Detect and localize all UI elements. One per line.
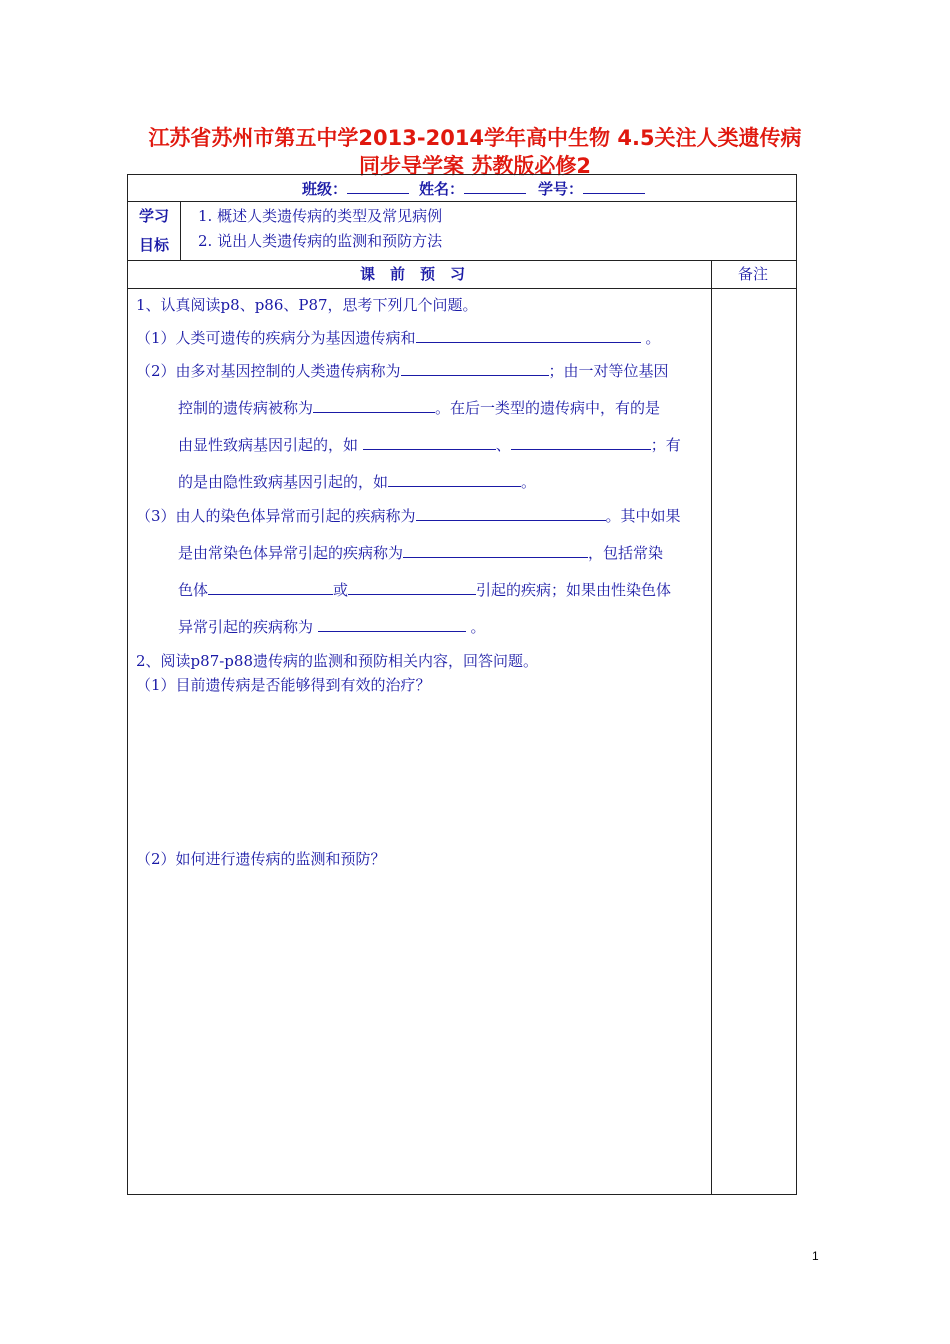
class-label: 班级： xyxy=(302,178,409,199)
objective-item-1: 1. 概述人类遗传病的类型及常见病例 xyxy=(198,207,443,225)
student-id-label: 学号： xyxy=(538,178,645,199)
q1-1-line: （1）人类可遗传的疾病分为基因遗传病和 。 xyxy=(136,329,661,347)
q1-2-blank-polygenic[interactable] xyxy=(401,360,549,376)
q1-2-line-1: （2）由多对基因控制的人类遗传病称为 ；由一对等位基因 xyxy=(136,362,669,380)
q1-2-line-2: 控制的遗传病被称为 。在后一类型的遗传病中，有的是 xyxy=(178,399,661,417)
page-number: 1 xyxy=(812,1249,819,1263)
q2-1: （1）目前遗传病是否能够得到有效的治疗？ xyxy=(136,676,431,694)
q1-2-blank-monogenic[interactable] xyxy=(313,397,435,413)
objective-item-2: 2. 说出人类遗传病的监测和预防方法 xyxy=(198,232,443,250)
q1-3-blank-sex-chromosome[interactable] xyxy=(318,616,466,632)
q1-1-blank[interactable] xyxy=(416,327,641,343)
q1-2-blank-dominant-2[interactable] xyxy=(511,434,651,450)
q1-2-line-3: 由显性致病基因引起的，如 、 ；有 xyxy=(178,436,681,454)
col-divider-objectives xyxy=(180,201,181,260)
student-id-blank[interactable] xyxy=(583,178,645,194)
q1-intro: 1、认真阅读p8、p86、P87，思考下列几个问题。 xyxy=(136,296,478,314)
q1-3-blank-structure[interactable] xyxy=(208,579,333,595)
class-blank[interactable] xyxy=(347,178,409,194)
q1-3-line-1: （3）由人的染色体异常而引起的疾病称为 。其中如果 xyxy=(136,507,681,525)
q1-2-blank-dominant-1[interactable] xyxy=(363,434,496,450)
title-line-2: 同步导学案 苏教版必修2 xyxy=(359,154,591,178)
row-divider-header xyxy=(127,201,797,202)
q1-3-line-3: 色体 或 引起的疾病；如果由性染色体 xyxy=(178,581,672,599)
q1-2-line-4: 的是由隐性致病基因引起的，如 。 xyxy=(178,473,537,491)
row-divider-objectives xyxy=(127,260,797,261)
q2-intro: 2、阅读p87-p88遗传病的监测和预防相关内容，回答问题。 xyxy=(136,652,538,670)
q1-2-blank-recessive[interactable] xyxy=(388,471,521,487)
q1-3-blank-chromosomal[interactable] xyxy=(416,505,606,521)
q2-2: （2）如何进行遗传病的监测和预防？ xyxy=(136,850,386,868)
name-label: 姓名： xyxy=(419,178,526,199)
q1-3-blank-autosomal[interactable] xyxy=(403,542,588,558)
notes-heading: 备注 xyxy=(738,265,769,283)
document-title xyxy=(120,124,830,180)
row-divider-section xyxy=(127,288,797,289)
col-divider-notes xyxy=(711,260,712,1195)
q1-3-blank-number[interactable] xyxy=(348,579,476,595)
section-heading: 课 前 预 习 xyxy=(360,265,466,283)
q1-3-line-4: 异常引起的疾病称为 。 xyxy=(178,618,486,636)
objectives-label-2: 目标 xyxy=(139,236,170,254)
objectives-label-1: 学习 xyxy=(139,207,170,225)
title-line-1: 江苏省苏州市第五中学2013-2014学年高中生物 4.5关注人类遗传病 xyxy=(148,126,802,150)
name-blank[interactable] xyxy=(464,178,526,194)
q1-3-line-2: 是由常染色体异常引起的疾病称为 ，包括常染 xyxy=(178,544,664,562)
